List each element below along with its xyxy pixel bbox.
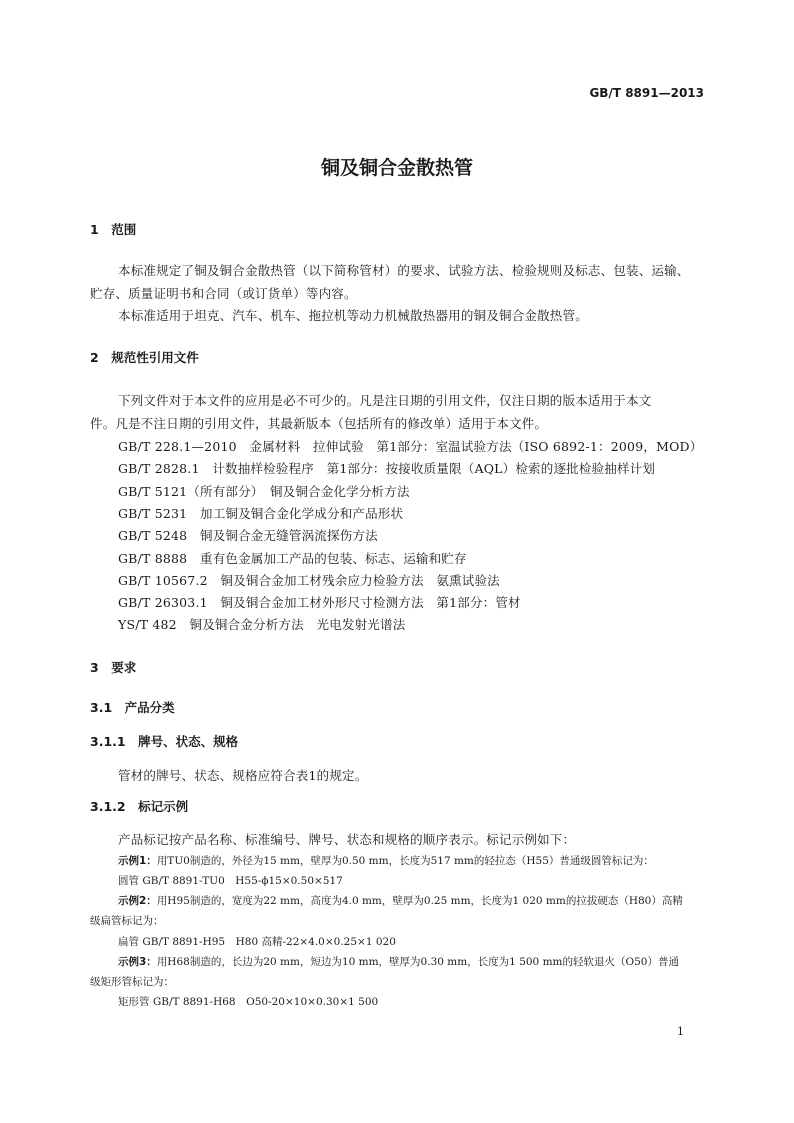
reference-item: GB/T 2828.1 计数抽样检验程序 第1部分：按接收质量限（AQL）检索的逐批检验抽样计划 (118, 461, 656, 476)
example-label: 示例3： (118, 956, 157, 968)
section-3-heading: 3 要求 (90, 660, 137, 675)
example-1 (118, 853, 654, 868)
example-3-continuation: 级矩形管标记为： (90, 976, 174, 988)
reference-item: YS/T 482 铜及铜合金分析方法 光电发射光谱法 (118, 617, 406, 632)
example-text: 用TU0制造的，外径为15 mm，壁厚为0.50 mm，长度为517 mm的轻拉态（H55）普通级圆管标记为： (156, 855, 654, 867)
standard-number: GB/T 8891—2013 (589, 86, 704, 100)
section-3-1-2-heading: 3.1.2 标记示例 (90, 799, 189, 814)
section-2-heading: 2 规范性引用文件 (90, 350, 199, 365)
reference-item: GB/T 26303.1 铜及铜合金加工材外形尺寸检测方法 第1部分：管材 (118, 595, 521, 610)
reference-item: GB/T 5231 加工铜及铜合金化学成分和产品形状 (118, 506, 404, 521)
reference-item: GB/T 5248 铜及铜合金无缝管涡流探伤方法 (118, 528, 378, 543)
document-title: 铜及铜合金散热管 (320, 157, 473, 179)
page-number: 1 (677, 1025, 684, 1038)
reference-item: GB/T 228.1—2010 金属材料 拉伸试验 第1部分：室温试验方法（ISO 6892-1：2009，MOD） (118, 439, 703, 454)
reference-item: GB/T 10567.2 铜及铜合金加工材残余应力检验方法 氨熏试验法 (118, 573, 500, 588)
section-2-paragraph: 下列文件对于本文件的应用是必不可少的。凡是注日期的引用文件，仅注日期的版本适用于本文 (118, 393, 652, 408)
section-2-paragraph: 件。凡是不注日期的引用文件，其最新版本（包括所有的修改单）适用于本文件。 (90, 416, 548, 431)
reference-item: GB/T 5121（所有部分） 铜及铜合金化学分析方法 (118, 484, 410, 499)
example-text: 用H95制造的，宽度为22 mm，高度为4.0 mm，壁厚为0.25 mm，长度为1 020 mm的拉拔硬态（H80）高精 (156, 895, 683, 907)
section-3-1-heading: 3.1 产品分类 (90, 700, 175, 715)
example-label: 示例1： (118, 855, 157, 867)
example-2 (118, 893, 683, 908)
section-1-paragraph: 本标准适用于坦克、汽车、机车、拖拉机等动力机械散热器用的铜及铜合金散热管。 (118, 308, 588, 323)
example-2-mark: 扁管 GB/T 8891-H95 H80 高精-22×4.0×0.25×1 020 (118, 936, 396, 948)
example-3 (118, 954, 679, 969)
section-1-heading: 1 范围 (90, 222, 137, 237)
example-1-mark: 圆管 GB/T 8891-TU0 H55-ϕ15×0.50×517 (118, 875, 343, 887)
section-3-1-1-heading: 3.1.1 牌号、状态、规格 (90, 734, 239, 749)
example-label: 示例2： (118, 895, 157, 907)
example-2-continuation: 级扁管标记为： (90, 915, 164, 927)
section-1-paragraph: 贮存、质量证明书和合同（或订货单）等内容。 (90, 286, 357, 301)
reference-item: GB/T 8888 重有色金属加工产品的包装、标志、运输和贮存 (118, 551, 467, 566)
example-3-mark: 矩形管 GB/T 8891-H68 O50-20×10×0.30×1 500 (118, 996, 379, 1008)
example-text: 用H68制造的，长边为20 mm，短边为10 mm，壁厚为0.30 mm，长度为1 500 mm的轻软退火（O50）普通 (156, 956, 679, 968)
section-1-paragraph: 本标准规定了铜及铜合金散热管（以下简称管材）的要求、试验方法、检验规则及标志、包装、运输、 (118, 263, 690, 278)
section-3-1-1-paragraph: 管材的牌号、状态、规格应符合表1的规定。 (118, 768, 368, 783)
section-3-1-2-intro: 产品标记按产品名称、标准编号、牌号、状态和规格的顺序表示。标记示例如下： (118, 832, 576, 847)
